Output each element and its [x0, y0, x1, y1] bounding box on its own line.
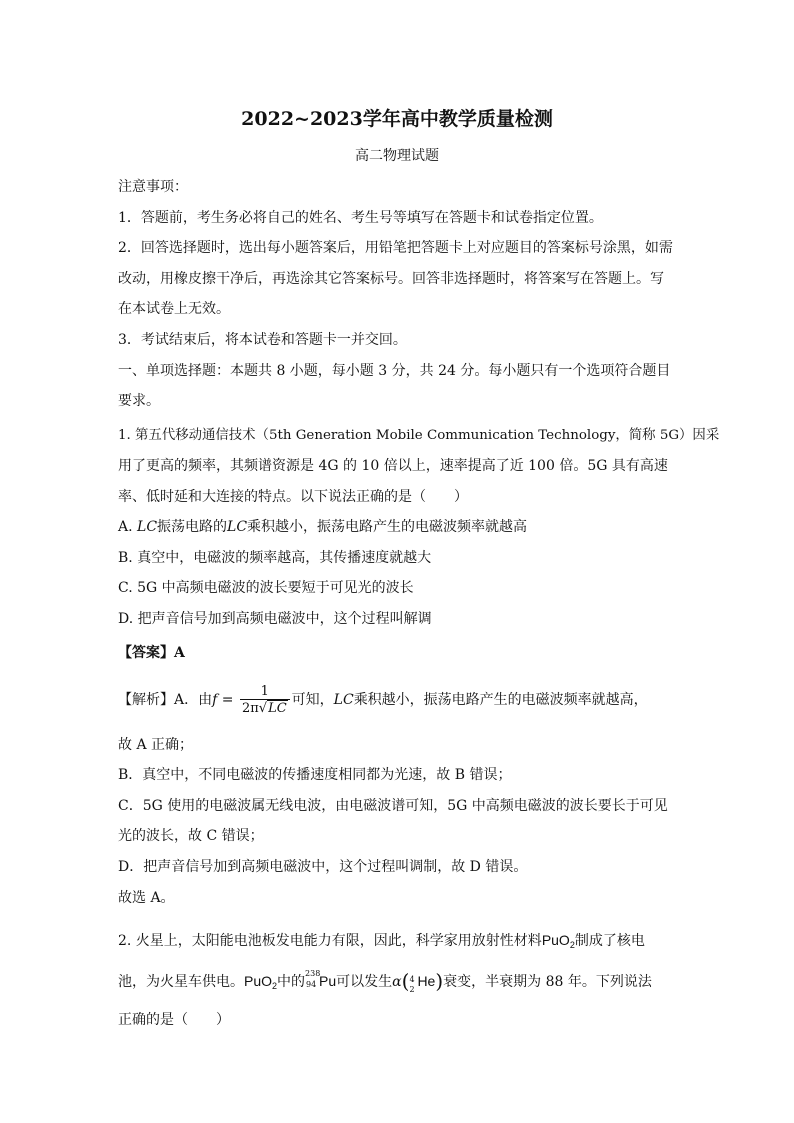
- question-1-analysis-line-1: [118, 680, 678, 720]
- notice-heading: 注意事项：: [118, 179, 188, 195]
- q2-line-2-mid: 中的: [277, 974, 306, 990]
- notice-item-3: 3．考试结束后，将本试卷和答题卡一并交回。: [118, 332, 407, 348]
- question-1-analysis-line-7: 故选 A。: [118, 890, 175, 906]
- option-a-rest: 乘积越小，振荡电路产生的电磁波频率就越高: [247, 519, 528, 535]
- question-1-option-a: [118, 517, 678, 537]
- q2-line-1-prefix: 2. 火星上，太阳能电池板发电能力有限，因此，科学家用放射性材料: [118, 933, 542, 949]
- notice-item-2-line-3: 在本试卷上无效。: [118, 301, 230, 317]
- sqrt-lc: LC: [268, 701, 287, 716]
- analysis-label: 【解析】A．由: [118, 692, 213, 708]
- question-2-stem-line-3: 正确的是（ ）: [118, 1012, 230, 1028]
- question-1-stem-line-1: 1. 第五代移动通信技术（5th Generation Mobile Communication Technology，简称 5G）因采: [118, 428, 720, 443]
- question-1-analysis-line-3: B．真空中，不同电磁波的传播速度相同都为光速，故 B 错误；: [118, 767, 512, 783]
- question-1-analysis-line-2: 故 A 正确；: [118, 737, 194, 753]
- pu-mass-number: 238: [305, 969, 321, 978]
- option-a-lc-1: LC: [137, 519, 158, 535]
- page-subtitle: 高二物理试题: [355, 148, 439, 164]
- question-1-option-d: D. 把声音信号加到高频电磁波中，这个过程叫解调: [118, 611, 432, 627]
- analysis-lc: LC: [333, 692, 354, 708]
- section-heading-line-2: 要求。: [118, 393, 160, 409]
- fraction-denominator: [240, 699, 290, 716]
- open-paren-icon: (: [401, 969, 410, 993]
- question-1-analysis-line-4: C．5G 使用的电磁波属无线电波，由电磁波谱可知，5G 中高频电磁波的波长要长于可见: [118, 798, 668, 814]
- notice-item-1: 1．答题前，考生务必将自己的姓名、考生号等填写在答题卡和试卷指定位置。: [118, 210, 603, 226]
- equals-sign: =: [217, 692, 238, 708]
- page-title: 2022~2023学年高中教学质量检测: [241, 108, 553, 130]
- pu-atomic-number: 94: [306, 980, 317, 989]
- question-1-option-b: B. 真空中，电磁波的频率越高，其传播速度就越大: [118, 550, 432, 566]
- puo2-subscript-1: 2: [569, 940, 575, 950]
- denominator-two-pi: 2π: [241, 701, 259, 716]
- analysis-mid: 可知，: [291, 692, 334, 708]
- question-2-stem-line-1: [118, 930, 678, 955]
- notice-item-2-line-1: 2．回答选择题时，选出每小题答案后，用铅笔把答题卡上对应题目的答案标号涂黑，如需: [118, 240, 673, 256]
- pu-isotope-notation: [305, 970, 319, 990]
- alpha-symbol: α: [392, 974, 402, 990]
- question-1-analysis-line-5: 光的波长，故 C 错误；: [118, 828, 264, 844]
- he-mass-number: 4: [409, 975, 415, 984]
- he-atomic-number: 2: [409, 985, 415, 994]
- question-1-answer: 【答案】A: [118, 645, 185, 661]
- option-a-prefix: A.: [118, 519, 133, 535]
- question-1-stem-line-3: 率、低时延和大连接的特点。以下说法正确的是（ ）: [118, 489, 468, 505]
- question-1-stem-line-2: 用了更高的频率，其频谱资源是 4G 的 10 倍以上，速率提高了近 100 倍。5G 具有高速: [118, 458, 668, 474]
- fraction-numerator: 1: [260, 684, 269, 699]
- q2-line-2-rest: 衰变，半衰期为 88 年。下列说法: [443, 974, 652, 990]
- puo2-formula-1: [542, 932, 575, 948]
- section-heading-line-1: 一、单项选择题：本题共 8 小题，每小题 3 分，共 24 分。每小题只有一个选项符合题目: [118, 363, 671, 379]
- option-a-mid: 振荡电路的: [157, 519, 228, 535]
- q2-line-1-rest: 制成了核电: [574, 933, 645, 949]
- he-symbol: He: [417, 973, 436, 989]
- q2-line-2-mid2: 可以发生: [336, 974, 393, 990]
- question-1-option-c: C. 5G 中高频电磁波的波长要短于可见光的波长: [118, 580, 414, 596]
- puo2-symbol-2: PuO: [244, 973, 273, 989]
- q2-line-2-prefix: 池，为火星车供电。: [118, 974, 244, 990]
- puo2-symbol-1: PuO: [541, 932, 570, 948]
- puo2-formula-2: [244, 973, 277, 989]
- option-a-lc-2: LC: [227, 519, 248, 535]
- frequency-fraction: [240, 684, 290, 716]
- puo2-subscript-2: 2: [272, 981, 278, 991]
- notice-item-2-line-2: 改动，用橡皮擦干净后，再选涂其它答案标号。回答非选择题时，将答案写在答题上。写: [118, 271, 664, 287]
- close-paren-icon: ): [435, 969, 444, 993]
- analysis-rest: 乘积越小，振荡电路产生的电磁波频率就越高，: [353, 692, 648, 708]
- pu-symbol: Pu: [319, 973, 337, 989]
- frequency-variable: f: [212, 692, 218, 708]
- question-1-analysis-line-6: D．把声音信号加到高频电磁波中，这个过程叫调制，故 D 错误。: [118, 859, 528, 875]
- question-2-stem-line-2: [118, 970, 678, 996]
- sqrt-icon: √: [258, 701, 268, 716]
- he-isotope-notation: [409, 970, 417, 994]
